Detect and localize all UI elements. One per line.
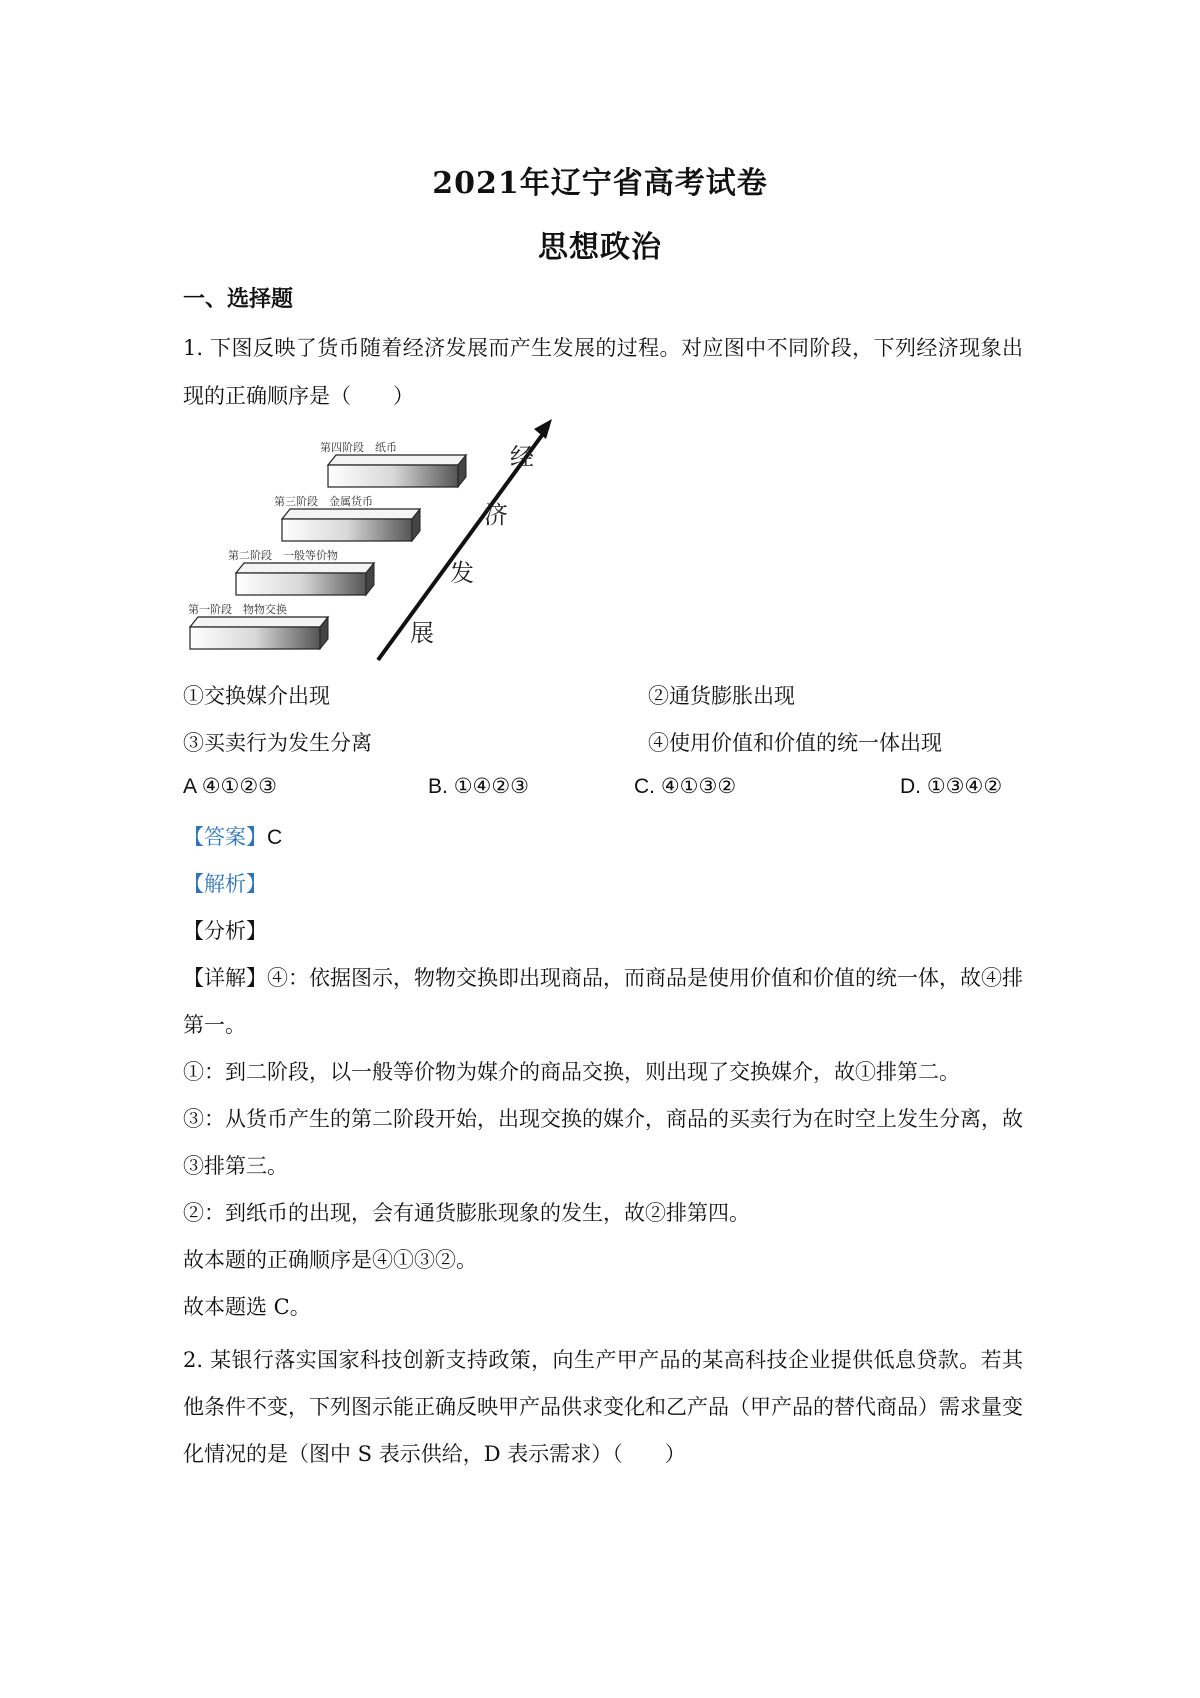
stage-label-1: 第一阶段 物物交换	[188, 603, 287, 616]
stage-label-2: 第二阶段 一般等价物	[228, 549, 338, 562]
step-4	[328, 455, 466, 487]
q1-choice-c	[634, 774, 736, 799]
q1-stem-line1: 1. 下图反映了货币随着经济发展而产生发展的过程。对应图中不同阶段，下列经济现象出	[183, 336, 1023, 360]
staircase-diagram	[188, 415, 568, 670]
q1-item-4: ④使用价值和价值的统一体出现	[648, 731, 942, 755]
subject-title: 思想政治	[538, 230, 662, 265]
choice-text: ④①②③	[201, 774, 277, 798]
q2-stem-line3: 化情况的是（图中 S 表示供给，D 表示需求）（ ）	[183, 1442, 686, 1466]
stage-label-3: 第三阶段 金属货币	[274, 495, 373, 508]
q1-answer	[183, 821, 282, 851]
choice-letter: B.	[428, 775, 454, 798]
q1-conclusion-1: 故本题的正确顺序是④①③②。	[183, 1248, 477, 1272]
choice-letter: D.	[900, 775, 927, 798]
q1-choice-d	[900, 774, 1002, 799]
money-evolution-figure	[188, 415, 568, 670]
detail-text: ④：依据图示，物物交换即出现商品，而商品是使用价值和价值的统一体，故④排	[267, 966, 1023, 990]
q2-stem-line1: 2. 某银行落实国家科技创新支持政策，向生产甲产品的某高科技企业提供低息贷款。若其	[183, 1348, 1023, 1372]
q1-paragraph-2: ②：到纸币的出现，会有通货膨胀现象的发生，故②排第四。	[183, 1201, 750, 1225]
arrow-char-1: 经	[510, 443, 534, 471]
answer-label: 【答案】	[183, 825, 267, 849]
step-2	[236, 563, 374, 595]
q1-paragraph-1: ①：到二阶段，以一般等价物为媒介的商品交换，则出现了交换媒介，故①排第二。	[183, 1060, 960, 1084]
arrow-char-2: 济	[484, 501, 508, 529]
q1-paragraph-3-line1: ③：从货币产生的第二阶段开始，出现交换的媒介，商品的买卖行为在时空上发生分离，故	[183, 1107, 1023, 1131]
q1-item-3: ③买卖行为发生分离	[183, 731, 372, 755]
section-heading: 一、选择题	[183, 286, 294, 312]
q1-stem-line2: 现的正确顺序是（ ）	[183, 384, 414, 408]
arrow-char-3: 发	[450, 559, 474, 587]
q1-fenxi-label: 【分析】	[183, 919, 267, 943]
choice-letter: C.	[634, 775, 661, 798]
step-1	[190, 617, 328, 649]
arrow-char-4: 展	[410, 619, 434, 647]
answer-value: C	[267, 826, 283, 849]
q1-item-1: ①交换媒介出现	[183, 684, 330, 708]
q2-stem-line2: 他条件不变，下列图示能正确反映甲产品供求变化和乙产品（甲产品的替代商品）需求量变	[183, 1395, 1023, 1419]
q1-detail-line2: 第一。	[183, 1013, 246, 1037]
stage-label-4: 第四阶段 纸币	[320, 441, 397, 454]
choice-text: ④①③②	[660, 774, 737, 798]
q1-detail-line1	[183, 962, 1023, 992]
q1-choice-a	[183, 774, 277, 799]
choice-text: ①③④②	[926, 774, 1003, 798]
q1-choice-b	[428, 774, 529, 799]
step-3	[282, 509, 420, 541]
q1-paragraph-3-line2: ③排第三。	[183, 1154, 288, 1178]
q1-conclusion-2: 故本题选 C。	[183, 1295, 311, 1319]
detail-label: 【详解】	[183, 966, 267, 990]
exam-title: 2021年辽宁省高考试卷	[432, 166, 768, 201]
q1-item-2: ②通货膨胀出现	[648, 684, 795, 708]
q1-analysis-label: 【解析】	[183, 872, 267, 896]
choice-text: ①④②③	[453, 774, 529, 798]
choice-letter: A	[183, 775, 202, 798]
